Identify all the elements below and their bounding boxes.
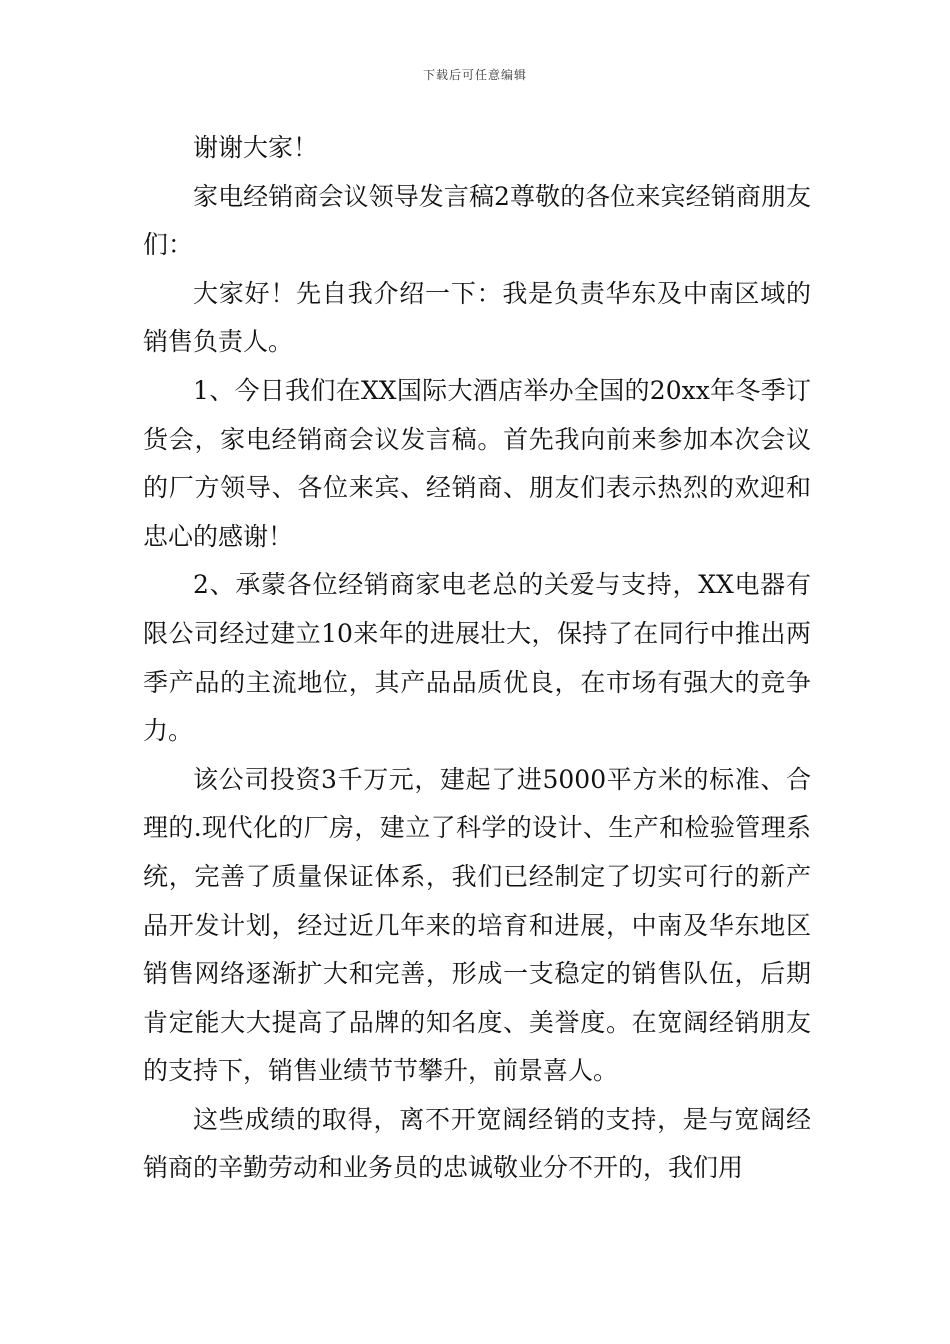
- document-body: [143, 124, 811, 1193]
- paragraph-self-introduction: 大家好！先自我介绍一下：我是负责华东及中南区域的销售负责人。: [143, 278, 811, 357]
- paragraph-title-greeting: 家电经销商会议领导发言稿2尊敬的各位来宾经销商朋友们：: [143, 181, 811, 260]
- page-header: 下载后可任意编辑: [422, 68, 527, 82]
- paragraph-point-2: 2、承蒙各位经销商家电老总的关爱与支持，XX电器有限公司经过建立10来年的进展壮大，保持了在同行中推出两季产品的主流地位，其产品品质优良，在市场有强大的竞争力。: [143, 570, 811, 746]
- paragraph-point-1: 1、今日我们在XX国际大酒店举办全国的20xx年冬季订货会，家电经销商会议发言稿。首先我向前来参加本次会议的厂方领导、各位来宾、经销商、朋友们表示热烈的欢迎和忠心的感谢！: [143, 375, 811, 551]
- paragraph-investment: 该公司投资3千万元，建起了进5000平方米的标准、合理的.现代化的厂房，建立了科学的设计、生产和检验管理系统，完善了质量保证体系，我们已经制定了切实可行的新产品开发计划，经过近几年来的培育和进展，中南及华东地区销售网络逐渐扩大和完善，形成一支稳定的销售队伍，后期肯定能大大提高了品牌的知名度、美誉度。在宽阔经销朋友的支持下，销售业绩节节攀升，前景喜人。: [143, 764, 811, 1086]
- paragraph-thanks: 谢谢大家！: [193, 133, 319, 162]
- paragraph-achievements: 这些成绩的取得，离不开宽阔经销的支持，是与宽阔经销商的辛勤劳动和业务员的忠诚敬业分不开的，我们用: [143, 1104, 811, 1183]
